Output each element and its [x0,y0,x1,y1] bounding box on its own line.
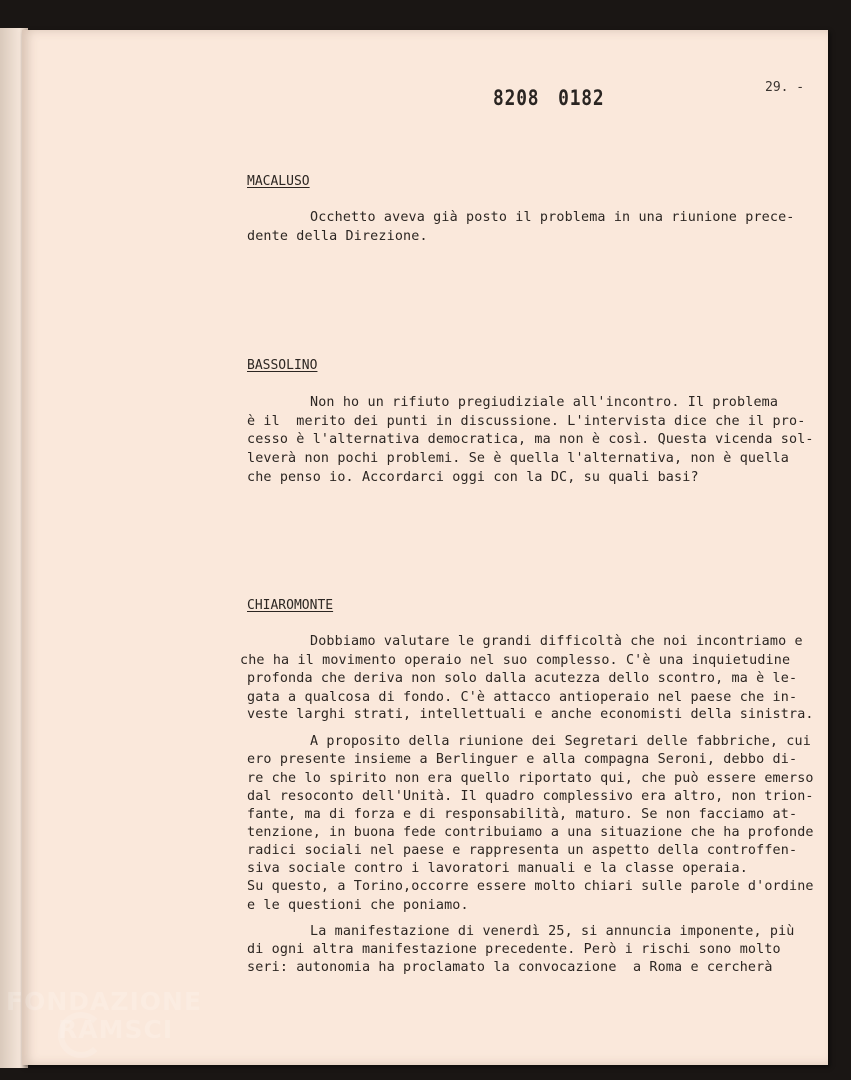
text-line: che ha il movimento operaio nel suo complesso. C'è una inquietudine [240,653,791,668]
stamp-part-1: 8208 [493,86,540,110]
text-line: Su questo, a Torino,occorre essere molto chiari sulle parole d'ordine [247,879,814,894]
fondazione-gramsci-watermark [6,988,202,1044]
text-line: cesso è l'alternativa democratica, ma non è così. Questa vicenda sol- [247,432,814,447]
text-line: Occhetto aveva già posto il problema in una riunione prece- [310,210,795,225]
stamp-part-2: 0182 [558,86,605,110]
speaker-heading-bassolino: BASSOLINO [247,358,318,373]
text-line: gata a qualcosa di fondo. C'è attacco antioperaio nel paese che in- [247,690,798,705]
text-line: e le questioni che poniamo. [247,898,469,913]
speaker-heading-chiaromonte: CHIAROMONTE [247,598,334,613]
text-line: dente della Direzione. [247,229,428,244]
text-line: ero presente insieme a Berlinguer e alla compagna Seroni, debbo di- [247,752,798,767]
text-line: che penso io. Accordarci oggi con la DC, su quali basi? [247,470,699,485]
page-number: 29. - [765,80,805,95]
archive-stamp [493,86,604,110]
text-line: Non ho un rifiuto pregiudiziale all'incontro. Il problema [310,395,779,410]
text-line: A proposito della riunione dei Segretari delle fabbriche, cui [310,734,811,749]
text-line: veste larghi strati, intellettuali e anche economisti della sinistra. [247,707,814,722]
text-line: seri: autonomia ha proclamato la convocazione a Roma e cercherà [247,960,773,975]
watermark-line-1: FONDAZIONE [6,987,203,1016]
text-line: fante, ma di forza e di responsabilità, maturo. Se non facciamo at- [247,807,798,822]
watermark-line-2: RAMSCI [58,1015,174,1044]
text-line: siva sociale contro i lavoratori manuali e la classe operaia. [247,861,748,876]
text-line: Dobbiamo valutare le grandi difficoltà che noi incontriamo e [310,634,803,649]
text-line: radici sociali nel paese e rappresenta un aspetto della controffen- [247,843,798,858]
text-line: La manifestazione di venerdì 25, si annuncia imponente, più [310,924,795,939]
speaker-heading-macaluso: MACALUSO [247,174,310,189]
text-line: dal resoconto dell'Unità. Il quadro complessivo era altro, non trion- [247,789,814,804]
watermark-g-shape [58,1012,104,1058]
text-line: tenzione, in buona fede contribuiamo a una situazione che ha profonde [247,825,814,840]
text-line: di ogni altra manifestazione precedente. Però i rischi sono molto [247,942,781,957]
text-line: re che lo spirito non era quello riportato qui, che può essere emerso [247,771,814,786]
text-line: leverà non pochi problemi. Se è quella l'alternativa, non è quella [247,451,789,466]
text-line: è il merito dei punti in discussione. L'intervista dice che il pro- [247,414,806,429]
text-line: profonda che deriva non solo dalla acutezza dello scontro, ma è le- [247,671,798,686]
